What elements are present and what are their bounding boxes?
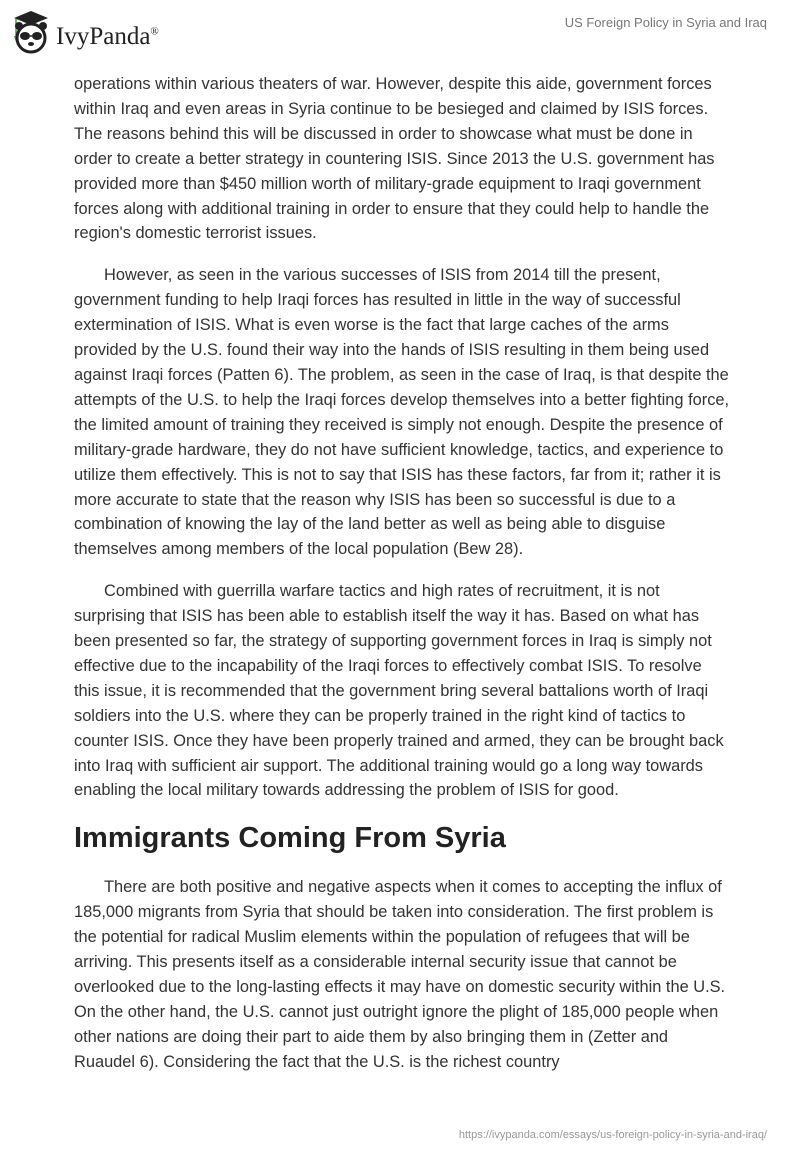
document-title: US Foreign Policy in Syria and Iraq <box>564 15 767 30</box>
brand-name <box>56 23 159 51</box>
panda-graduate-icon <box>12 8 50 56</box>
page-header <box>0 0 800 60</box>
paragraph: Combined with guerrilla warfare tactics and high rates of recruitment, it is not surprising that ISIS has been able to establish itself the way it has. Based on what has been presented so far, the strategy of supporting government forces in Iraq is simply not effective due to the incapability of the Iraqi forces to effectively combat ISIS. To resolve this issue, it is recommended that the government bring several battalions worth of Iraqi soldiers into the U.S. where they can be properly trained in the right kind of tactics to counter ISIS. Once they have been properly trained and armed, they can be brought back into Iraq with sufficient air support. The additional training would go a long way towards enabling the local military towards addressing the problem of ISIS for good. <box>74 582 724 800</box>
paragraph: However, as seen in the various successes of ISIS from 2014 till the present, government funding to help Iraqi forces has resulted in little in the way of successful extermination of ISIS. What is even worse is the fact that large caches of the arms provided by the U.S. found their way into the hands of ISIS resulting in them being used against Iraqi forces (Patten 6). The problem, as seen in the case of Iraq, is that despite the attempts of the U.S. to help the Iraqi forces develop themselves into a better fighting force, the limited amount of training they received is simply not enough. Despite the presence of military-grade hardware, they do not have sufficient knowledge, tactics, and experience to utilize them effectively. This is not to say that ISIS has these factors, far from it; rather it is more accurate to state that the reason why ISIS has been so successful is due to a combination of knowing the lay of the land better as well as being able to disguise themselves among members of the local population (Bew 28). <box>74 266 730 559</box>
paragraph: There are both positive and negative aspects when it comes to accepting the influx of 185,000 migrants from Syria that should be taken into consideration. The first problem is the potential for radical Muslim elements within the population of refugees that will be arriving. This presents itself as a considerable internal security issue that cannot be overlooked due to the long-lasting effects it may have on domestic security within the U.S. On the other hand, the U.S. cannot just outright ignore the plight of 185,000 people when other nations are doing their part to aide them by also bringing them in (Zetter and Ruaudel 6). Considering the fact that the U.S. is the richest country <box>74 878 726 1071</box>
paragraph: operations within various theaters of war. However, despite this aide, government forces within Iraq and even areas in Syria continue to be besieged and claimed by ISIS forces. The reasons behind this will be discussed in order to showcase what must be done in order to create a better strategy in countering ISIS. Since 2013 the U.S. government has provided more than $450 million worth of military-grade equipment to Iraqi government forces along with additional training in order to ensure that they could help to handle the region's domestic terrorist issues. <box>74 75 715 243</box>
ivypanda-logo[interactable] <box>12 8 159 56</box>
registered-mark: ® <box>150 25 159 38</box>
essay-body <box>74 72 730 1092</box>
brand-text: IvyPanda <box>56 23 151 50</box>
section-heading: Immigrants Coming From Syria <box>74 822 506 855</box>
source-url[interactable]: https://ivypanda.com/essays/us-foreign-policy-in-syria-and-iraq/ <box>458 1129 767 1141</box>
